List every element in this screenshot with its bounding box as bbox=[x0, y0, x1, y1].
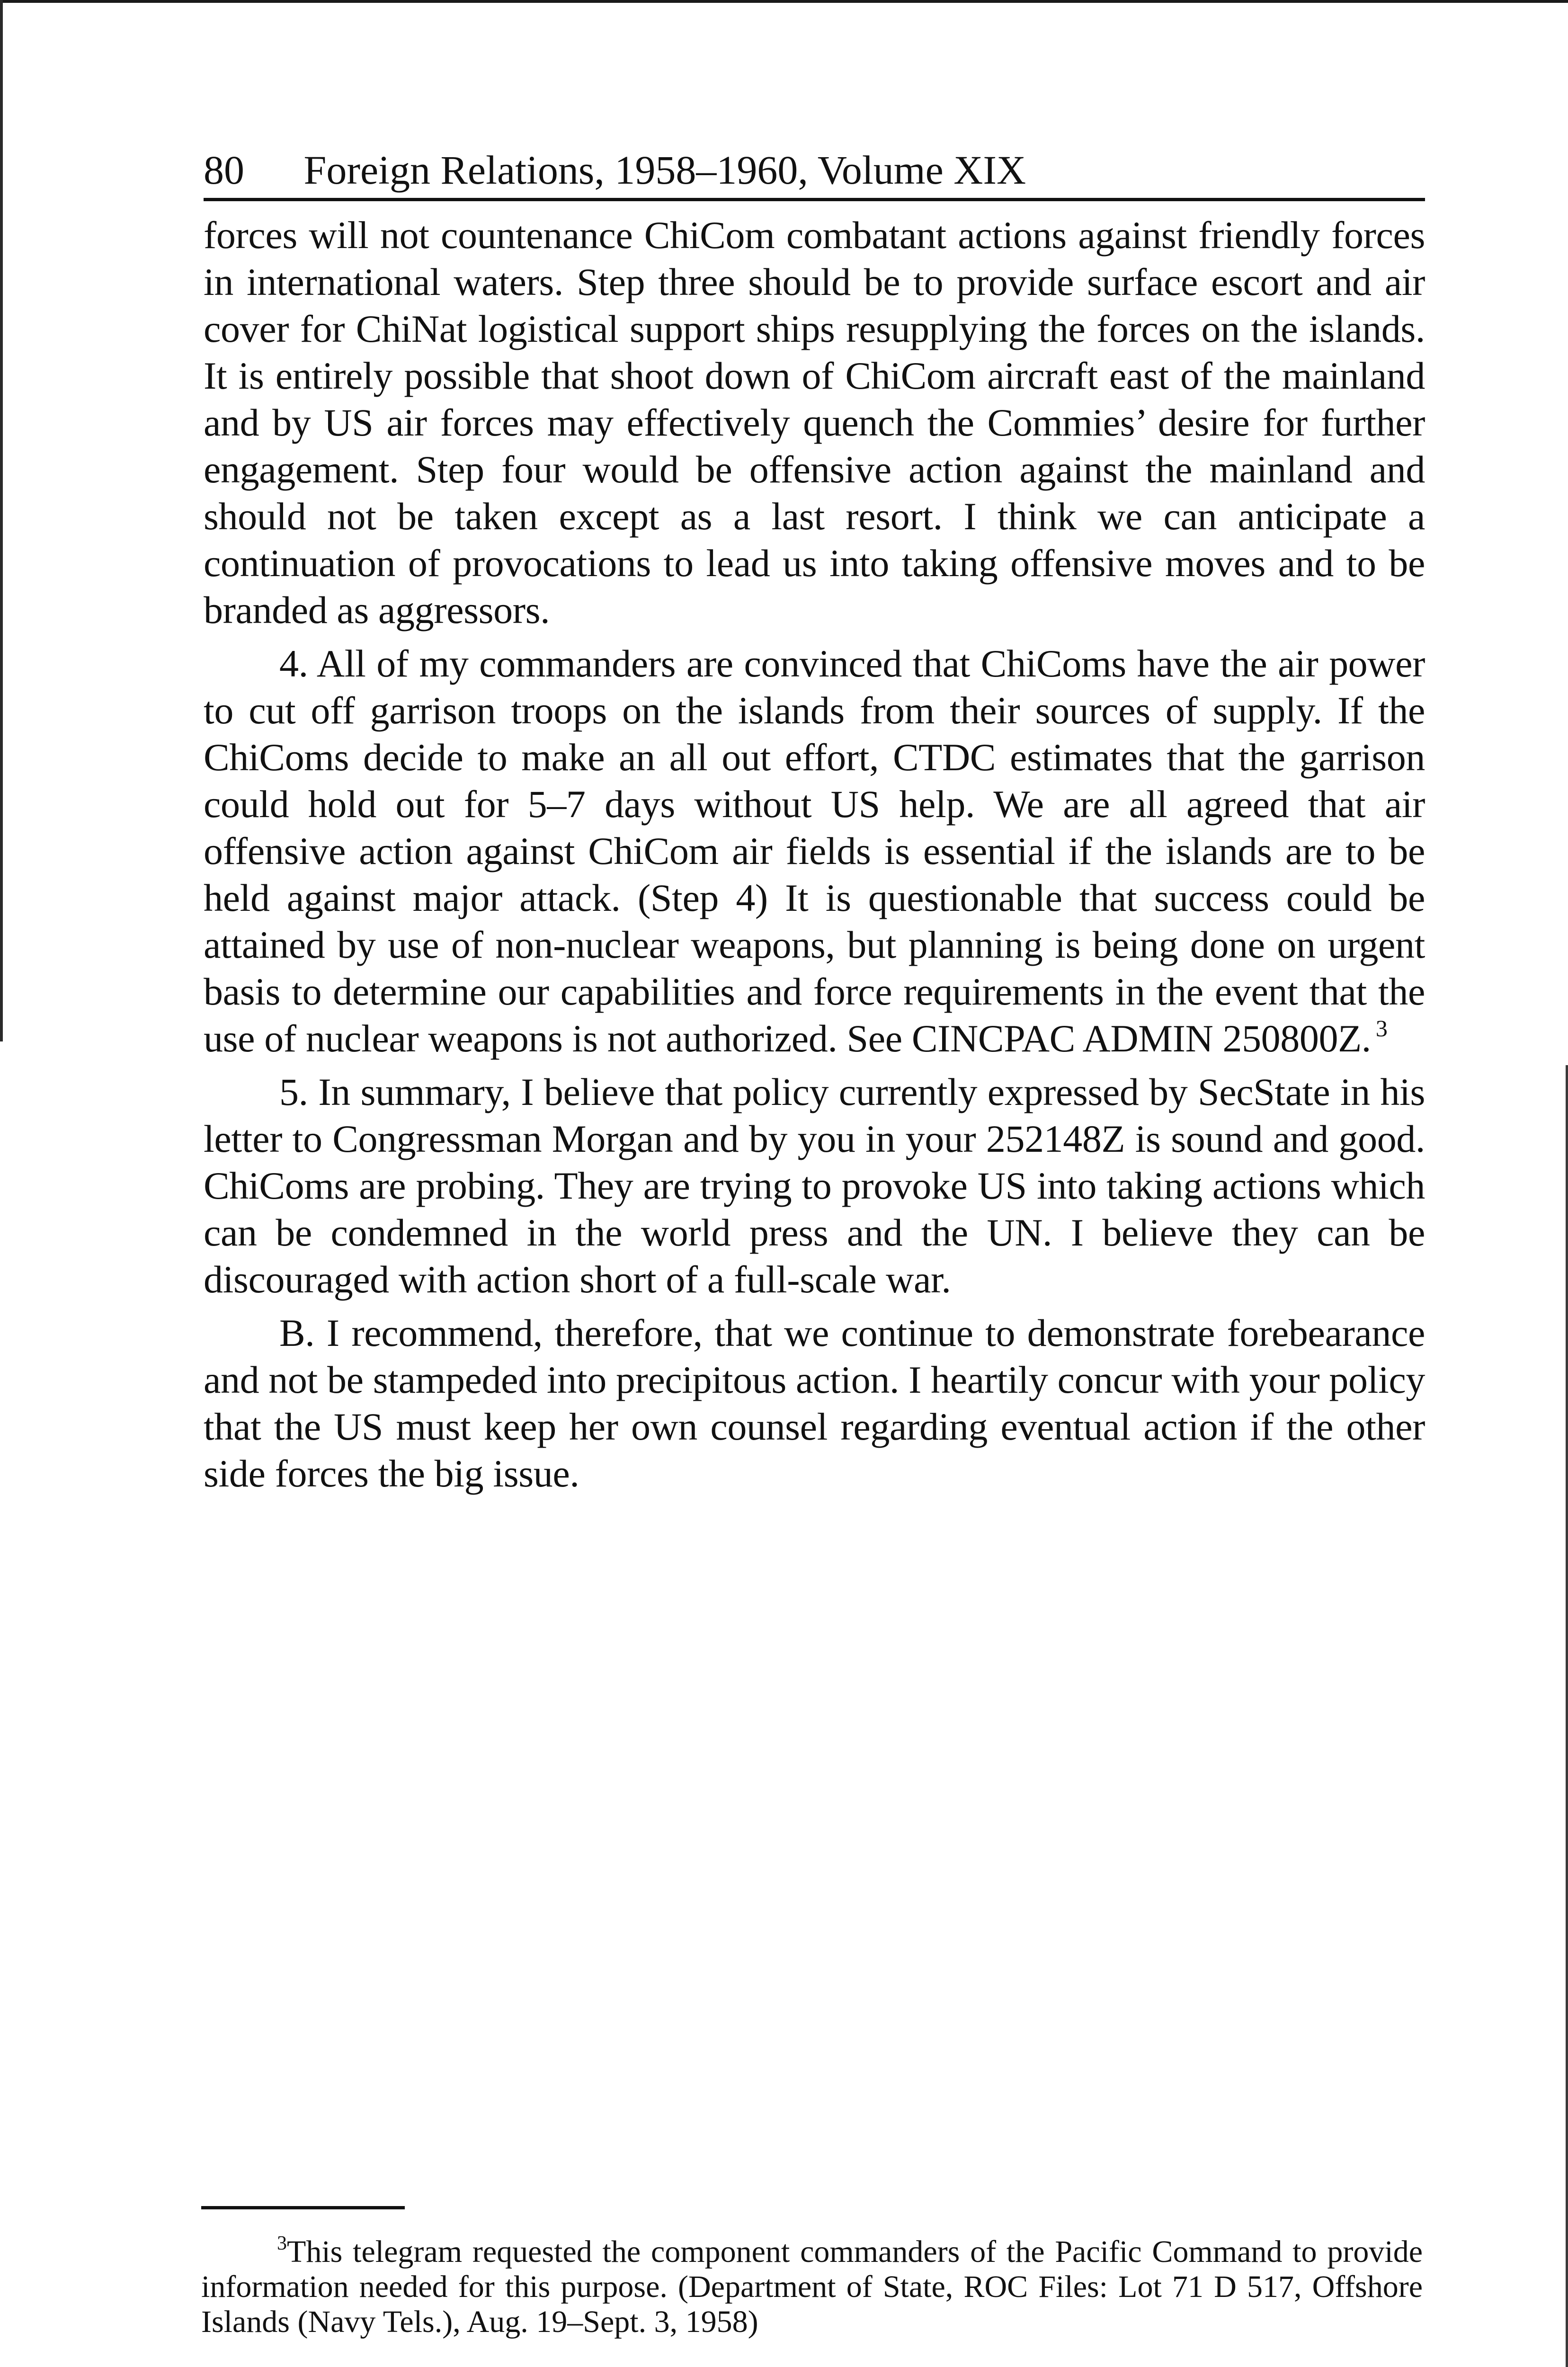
volume-title: Foreign Relations, 1958–1960, Volume XIX bbox=[303, 147, 1026, 193]
footnote-divider bbox=[201, 2206, 405, 2209]
footnote-body bbox=[201, 2234, 1423, 2340]
running-head bbox=[204, 142, 1425, 201]
paragraph-5: 5. In summary, I believe that policy currently expressed by SecState in his letter to Congressman Morgan and by you in your 252148Z is sound and good. ChiComs are probing. They are trying to provoke US into taking actions which can be condemned in the world press and the UN. I believe they can be discouraged with action short of a full-scale war. bbox=[204, 1070, 1425, 1301]
paragraph-4 bbox=[204, 640, 1425, 1062]
paragraph-continuation: forces will not countenance ChiCom combatant actions against friendly forces in international waters. Step three should be to provide surface escort and air cover for ChiNat logistical support ships resupplying the forces on the islands. It is entirely possible that shoot down of ChiCom aircraft east of the mainland and by US air forces may effectively quench the Commies’ desire for further engagement. Step four would be offensive action against the mainland and should not be taken except as a last resort. I think we can anticipate a continuation of provocations to lead us into taking offensive moves and to be branded as aggressors. bbox=[204, 214, 1425, 632]
page-number: 80 bbox=[204, 147, 244, 193]
scan-edge-top bbox=[0, 0, 1568, 3]
paragraph-4-text: 4. All of my commanders are convinced that ChiComs have the air power to cut off garrison troops on the islands from their sources of supply. If the ChiComs decide to make an all out effort, CTDC estimates that the garrison could hold out for 5–7 days without US help. We are all agreed that air offensive action against ChiCom air fields is essential if the islands are to be held against major attack. (Step 4) It is questionable that success could be attained by use of non-nuclear weapons, but planning is being done on urgent basis to determine our capabilities and force requirements in the event that the use of nuclear weapons is not authorized. See CINCPAC ADMIN 250800Z. bbox=[204, 642, 1425, 1060]
scan-edge-right bbox=[1566, 1065, 1568, 2367]
footnote-text: This telegram requested the component commanders of the Pacific Command to provide information needed for this purpose. (Department of State, ROC Files: Lot 71 D 517, Offshore Islands (Navy Tels.), Aug. 19–Sept. 3, 1958) bbox=[201, 2234, 1423, 2339]
footnote-marker: 3 bbox=[277, 2233, 287, 2254]
document-page bbox=[204, 142, 1425, 1504]
paragraph-b: B. I recommend, therefore, that we continue to demonstrate forebearance and not be stampeded into precipitous action. I heartily concur with your policy that the US must keep her own counsel regarding eventual action if the other side forces the big issue. bbox=[204, 1311, 1425, 1495]
scan-edge-left bbox=[0, 0, 3, 1041]
body-text bbox=[204, 212, 1425, 1497]
footnote bbox=[201, 2234, 1423, 2340]
footnote-reference[interactable]: 3 bbox=[1375, 1015, 1388, 1041]
